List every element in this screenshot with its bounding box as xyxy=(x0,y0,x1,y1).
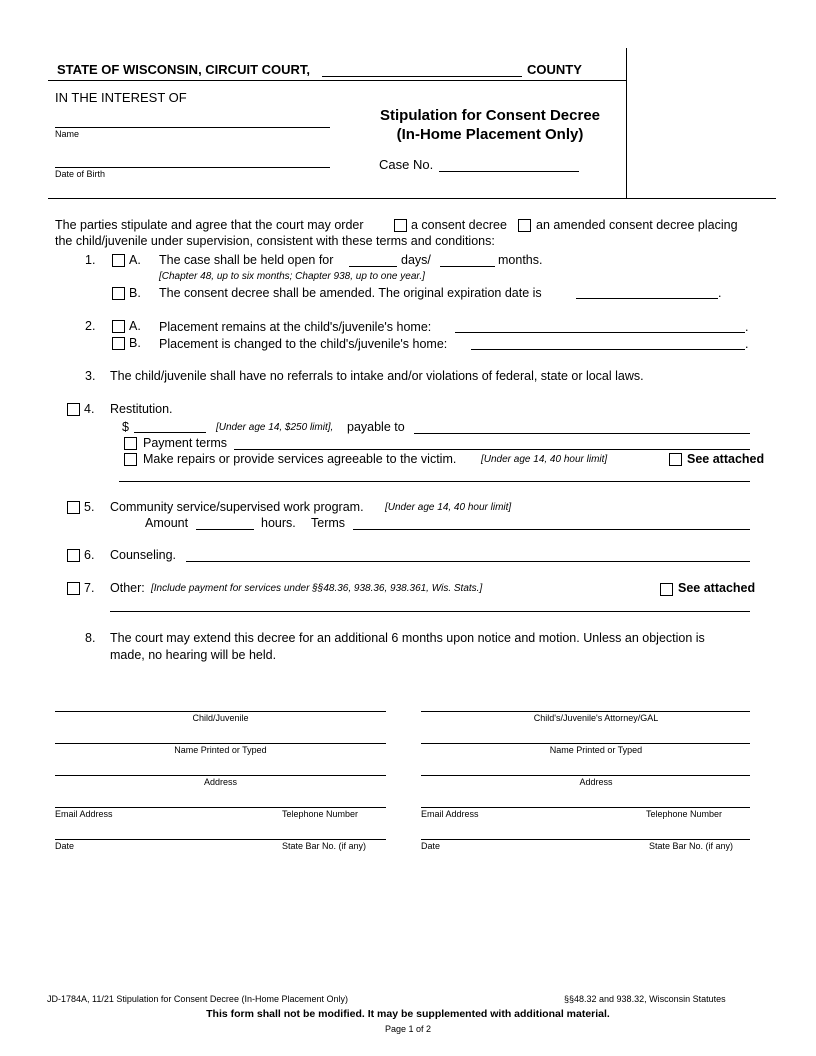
item3-text: The child/juvenile shall have no referrals to intake and/or violations of federal, state or local laws. xyxy=(110,369,644,383)
child-signature-label: Child/Juvenile xyxy=(192,713,249,723)
restitution-amount-field[interactable] xyxy=(134,432,206,433)
item8-line2: made, no hearing will be held. xyxy=(110,648,277,662)
item1a-months-field[interactable] xyxy=(440,266,495,267)
repairs-checkbox[interactable] xyxy=(124,453,137,466)
child-signature-line[interactable] xyxy=(55,711,386,712)
item1b-label: B. xyxy=(129,286,141,300)
item1b-checkbox[interactable] xyxy=(112,287,125,300)
item1-number: 1. xyxy=(85,253,96,267)
child-name-label: Name Printed or Typed xyxy=(174,745,267,755)
dollar-sign: $ xyxy=(122,420,129,434)
item7-see-attached-checkbox[interactable] xyxy=(660,583,673,596)
amount-label: Amount xyxy=(145,516,189,530)
item4-title: Restitution. xyxy=(110,402,173,416)
case-no-field[interactable] xyxy=(439,171,579,172)
payment-terms-label: Payment terms xyxy=(143,436,228,450)
item1a-days-field[interactable] xyxy=(349,266,397,267)
item3-number: 3. xyxy=(85,369,96,383)
payable-to-field[interactable] xyxy=(414,433,750,434)
header-bottom-rule xyxy=(48,198,776,199)
child-email-label: Email Address xyxy=(55,809,113,819)
other-field[interactable] xyxy=(110,611,750,612)
form-title-line1: Stipulation for Consent Decree xyxy=(379,107,601,124)
attorney-email-phone-line[interactable] xyxy=(421,807,750,808)
child-date-label: Date xyxy=(55,841,75,851)
form-title-line2: (In-Home Placement Only) xyxy=(396,126,584,143)
payment-terms-field[interactable] xyxy=(234,449,750,450)
item5-number: 5. xyxy=(84,500,95,514)
attorney-phone-label: Telephone Number xyxy=(646,809,723,819)
hours-amount-field[interactable] xyxy=(196,529,254,530)
county-field[interactable] xyxy=(322,76,522,77)
item1a-text: The case shall be held open for xyxy=(159,253,334,267)
item6-checkbox[interactable] xyxy=(67,549,80,562)
payable-to-label: payable to xyxy=(347,420,405,434)
child-address-label: Address xyxy=(203,777,238,787)
payment-terms-checkbox[interactable] xyxy=(124,437,137,450)
child-email-phone-line[interactable] xyxy=(55,807,386,808)
interest-of-label: IN THE INTEREST OF xyxy=(55,90,187,105)
item7-title: Other: xyxy=(110,581,145,595)
header-divider xyxy=(48,80,626,81)
child-name-line[interactable] xyxy=(55,743,386,744)
item2b-period: . xyxy=(745,337,749,351)
item1a-label: A. xyxy=(129,253,141,267)
name-field[interactable] xyxy=(55,127,330,128)
attorney-date-line[interactable] xyxy=(421,839,750,840)
amended-decree-label: an amended consent decree placing xyxy=(536,218,738,232)
item2a-checkbox[interactable] xyxy=(112,320,125,333)
item1b-period: . xyxy=(718,286,722,300)
consent-decree-label: a consent decree xyxy=(411,218,507,232)
form-id: JD-1784A, 11/21 Stipulation for Consent Decree (In-Home Placement Only) xyxy=(47,994,348,1004)
attorney-email-label: Email Address xyxy=(421,809,479,819)
attorney-address-line[interactable] xyxy=(421,775,750,776)
item5-checkbox[interactable] xyxy=(67,501,80,514)
item5-note: [Under age 14, 40 hour limit] xyxy=(385,502,512,513)
item7-checkbox[interactable] xyxy=(67,582,80,595)
hours-label: hours. xyxy=(261,516,296,530)
item2a-period: . xyxy=(745,320,749,334)
item7-number: 7. xyxy=(84,581,95,595)
item4-number: 4. xyxy=(84,402,95,416)
attorney-signature-line[interactable] xyxy=(421,711,750,712)
item2a-label: A. xyxy=(129,319,141,333)
intro-text: The parties stipulate and agree that the court may order xyxy=(55,218,364,232)
item8-line1: The court may extend this decree for an additional 6 months upon notice and motion. Unless an objection is xyxy=(110,631,705,645)
attorney-date-label: Date xyxy=(421,841,441,851)
item2a-text: Placement remains at the child's/juvenile's home: xyxy=(159,320,432,334)
item4-see-attached-label: See attached xyxy=(687,452,765,466)
item4-extra-line[interactable] xyxy=(119,481,750,482)
item2-number: 2. xyxy=(85,319,96,333)
placement-changed-field[interactable] xyxy=(471,349,745,350)
modification-notice: This form shall not be modified. It may be supplemented with additional material. xyxy=(206,1008,610,1020)
attorney-address-label: Address xyxy=(579,777,613,787)
child-phone-label: Telephone Number xyxy=(282,809,359,819)
community-terms-field[interactable] xyxy=(353,529,750,530)
item6-title: Counseling. xyxy=(110,548,177,562)
item1a-note: [Chapter 48, up to six months; Chapter 938, up to one year.] xyxy=(159,271,425,282)
amended-decree-checkbox[interactable] xyxy=(518,219,531,232)
child-date-line[interactable] xyxy=(55,839,386,840)
name-label: Name xyxy=(55,129,80,139)
repairs-label: Make repairs or provide services agreeable to the victim. xyxy=(143,452,457,466)
attorney-name-label: Name Printed or Typed xyxy=(549,745,643,755)
attorney-name-line[interactable] xyxy=(421,743,750,744)
terms-label: Terms xyxy=(311,516,346,530)
repairs-note: [Under age 14, 40 hour limit] xyxy=(481,454,608,465)
case-no-label: Case No. xyxy=(379,157,434,172)
statutes: §§48.32 and 938.32, Wisconsin Statutes xyxy=(564,994,726,1004)
county-label: COUNTY xyxy=(527,62,582,77)
item1a-checkbox[interactable] xyxy=(112,254,125,267)
item4-see-attached-checkbox[interactable] xyxy=(669,453,682,466)
item2b-checkbox[interactable] xyxy=(112,337,125,350)
item8-number: 8. xyxy=(85,631,96,645)
item2b-label: B. xyxy=(129,336,141,350)
item1b-text: The consent decree shall be amended. The original expiration date is xyxy=(159,286,542,300)
intro-line2: the child/juvenile under supervision, consistent with these terms and conditions: xyxy=(55,234,495,248)
item4-checkbox[interactable] xyxy=(67,403,80,416)
dob-field[interactable] xyxy=(55,167,330,168)
attorney-signature-label: Child's/Juvenile's Attorney/GAL xyxy=(533,713,659,723)
court-line: STATE OF WISCONSIN, CIRCUIT COURT, xyxy=(57,62,311,77)
item7-see-attached-label: See attached xyxy=(678,581,756,595)
item1a-days-label: days/ xyxy=(401,253,431,267)
attorney-bar-label: State Bar No. (if any) xyxy=(649,841,734,851)
item1a-months-label: months. xyxy=(498,253,543,267)
item7-note: [Include payment for services under §§48.36, 938.36, 938.361, Wis. Stats.] xyxy=(151,583,483,594)
restitution-age-note: [Under age 14, $250 limit], xyxy=(216,422,334,433)
child-address-line[interactable] xyxy=(55,775,386,776)
dob-label: Date of Birth xyxy=(55,169,106,179)
expiration-date-field[interactable] xyxy=(576,298,718,299)
page-number: Page 1 of 2 xyxy=(384,1024,432,1034)
counseling-field[interactable] xyxy=(186,561,750,562)
item2b-text: Placement is changed to the child's/juvenile's home: xyxy=(159,337,448,351)
consent-decree-checkbox[interactable] xyxy=(394,219,407,232)
placement-remains-field[interactable] xyxy=(455,332,745,333)
item6-number: 6. xyxy=(84,548,95,562)
item5-title: Community service/supervised work program. xyxy=(110,500,364,514)
child-bar-label: State Bar No. (if any) xyxy=(282,841,367,851)
